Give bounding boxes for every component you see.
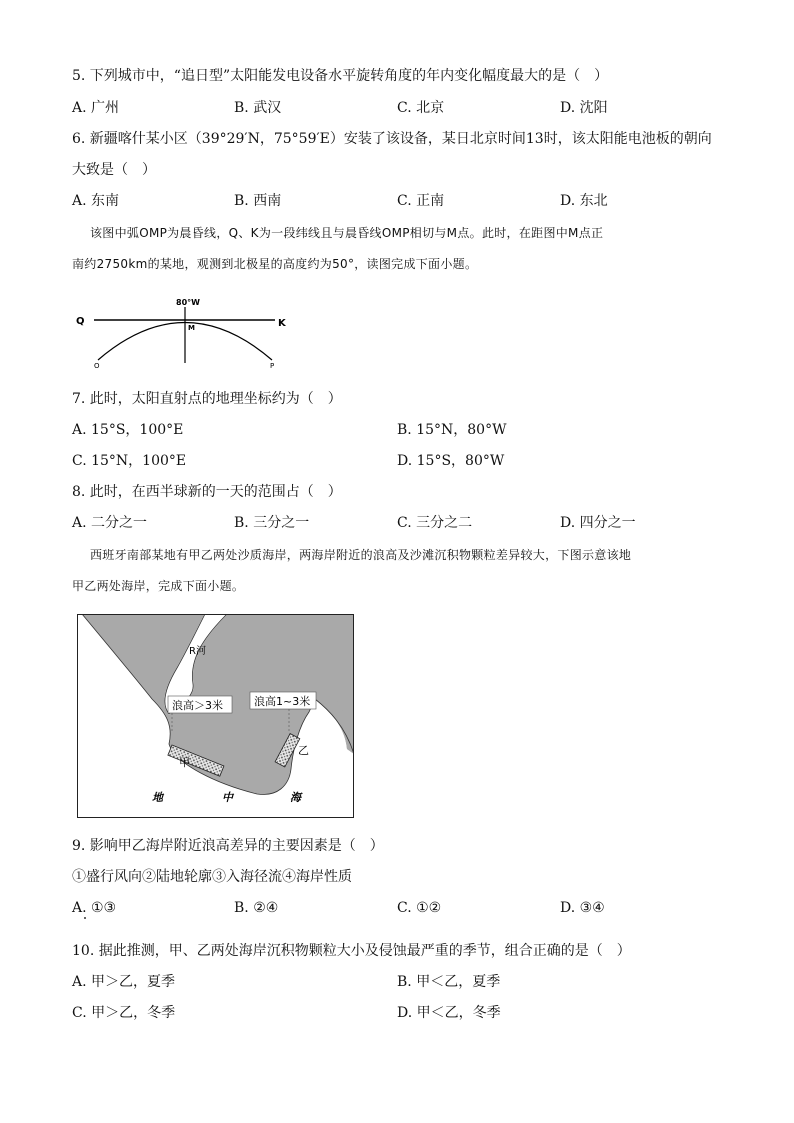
meridian-label: 80°W [176,298,200,307]
q8-option-b[interactable]: B. 三分之一 [234,515,310,531]
stray-dot [84,917,86,919]
q6-option-c[interactable]: C. 正南 [397,193,445,209]
q9-option-c[interactable]: C. ①② [397,900,442,916]
q7-option-a[interactable]: A. 15°S，100°E [72,422,184,438]
q9-option-b[interactable]: B. ②④ [234,900,279,916]
q-label: Q [76,316,85,327]
q7-text: 7. 此时，太阳直射点的地理坐标约为（ ） [72,391,342,407]
q6-option-a[interactable]: A. 东南 [72,193,120,209]
q5-option-c[interactable]: C. 北京 [397,100,445,116]
q8-option-a[interactable]: A. 二分之一 [72,515,148,531]
intro-7-8-line1: 该图中弧OMP为晨昏线，Q、K为一段纬线且与晨昏线OMP相切与M点。此时，在距图中M点正 [90,226,604,240]
q5-option-d[interactable]: D. 沈阳 [560,100,608,116]
q9-option-a[interactable]: A. ①③ [72,900,117,916]
intro-7-8-line2: 南约2750km的某地，观测到北极星的高度约为50°，读图完成下面小题。 [72,257,478,271]
q6-text-line1: 6. 新疆喀什某小区（39°29′N，75°59′E）安装了该设备，某日北京时间13时，该太阳能电池板的朝向 [72,131,712,147]
sea-char-2: 中 [222,791,233,804]
q9-option-d[interactable]: D. ③④ [560,900,605,916]
yi-label: 乙 [298,744,309,757]
q10-option-d[interactable]: D. 甲＜乙，冬季 [397,1005,501,1021]
k-label: K [278,318,286,329]
jia-label: 甲 [179,756,190,769]
terminator-diagram [70,295,300,375]
p-label: P [270,362,275,370]
q5-option-b[interactable]: B. 武汉 [234,100,282,116]
q10-option-c[interactable]: C. 甲＞乙，冬季 [72,1005,176,1021]
q7-option-c[interactable]: C. 15°N，100°E [72,453,187,469]
river-label: R河 [189,646,206,657]
q10-option-b[interactable]: B. 甲＜乙，夏季 [397,974,501,990]
intro-9-10-line2: 甲乙两处海岸，完成下面小题。 [72,579,245,593]
q10-option-a[interactable]: A. 甲＞乙，夏季 [72,974,176,990]
intro-9-10-line1: 西班牙南部某地有甲乙两处沙质海岸，两海岸附近的浪高及沙滩沉积物颗粒差异较大，下图示意该地 [90,548,632,562]
q6-option-b[interactable]: B. 西南 [234,193,282,209]
q9-text: 9. 影响甲乙海岸附近浪高差异的主要因素是（ ） [72,838,384,854]
q6-text-line2: 大致是（ ） [72,162,156,178]
coast-map [77,614,354,818]
wave-label-jia: 浪高＞3米 [172,699,223,712]
q7-option-b[interactable]: B. 15°N，80°W [397,422,507,438]
q10-text: 10. 据此推测，甲、乙两处海岸沉积物颗粒大小及侵蚀最严重的季节，组合正确的是（ ） [72,943,631,959]
q8-option-c[interactable]: C. 三分之二 [397,515,473,531]
q9-factors: ①盛行风向②陆地轮廓③入海径流④海岸性质 [72,869,352,885]
sea-char-1: 地 [152,791,163,804]
q5-option-a[interactable]: A. 广州 [72,100,120,116]
q6-option-d[interactable]: D. 东北 [560,193,608,209]
q8-option-d[interactable]: D. 四分之一 [560,515,636,531]
o-label: O [94,362,100,370]
sea-char-3: 海 [290,791,301,804]
q5-text: 5. 下列城市中，“追日型”太阳能发电设备水平旋转角度的年内变化幅度最大的是（ ） [72,68,609,84]
q8-text: 8. 此时，在西半球新的一天的范围占（ ） [72,484,342,500]
q7-option-d[interactable]: D. 15°S，80°W [397,453,505,469]
m-label: M [188,324,195,332]
wave-label-yi: 浪高1~3米 [254,695,311,708]
